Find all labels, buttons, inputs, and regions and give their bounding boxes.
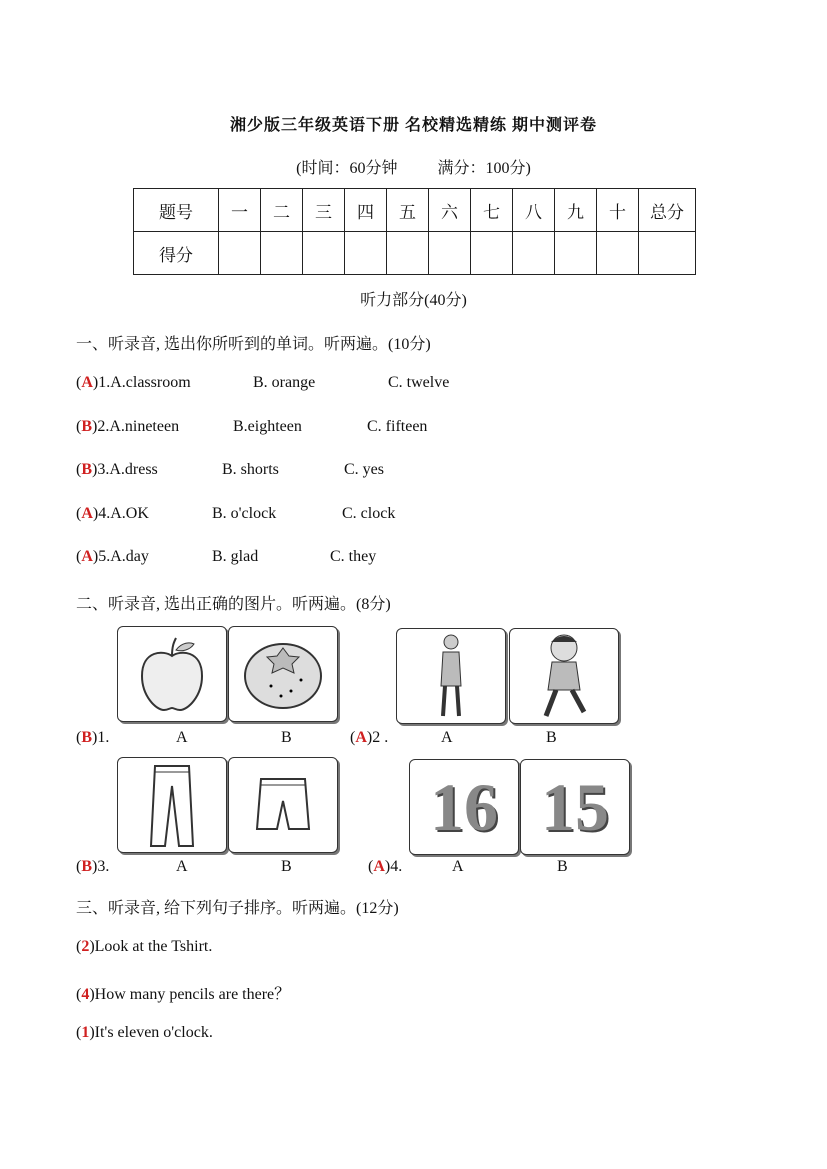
question-number: 4. bbox=[98, 505, 111, 522]
answer-bracket: (A) bbox=[350, 729, 373, 746]
option-b: B.eighteen bbox=[233, 418, 302, 435]
option-b: B. o'clock bbox=[212, 505, 277, 522]
answer-bracket: (B) bbox=[76, 858, 98, 875]
question-number: 2 . bbox=[372, 729, 389, 746]
shorts-icon bbox=[255, 775, 311, 835]
score-cell bbox=[555, 232, 597, 275]
option-c: C. fifteen bbox=[367, 418, 428, 435]
sentence-item bbox=[76, 1024, 213, 1042]
option-a: A.classroom bbox=[110, 374, 191, 391]
list-item bbox=[76, 461, 158, 479]
answer-number: 4 bbox=[81, 986, 90, 1003]
trousers-icon bbox=[147, 762, 197, 848]
answer-bracket: (B) bbox=[76, 461, 98, 478]
option-b: B. glad bbox=[212, 548, 259, 565]
answer-letter: B bbox=[81, 858, 92, 875]
answer-letter: B bbox=[81, 418, 92, 435]
header-cell: 题号 bbox=[134, 189, 219, 232]
trousers-picture bbox=[117, 757, 227, 853]
option-a: A.day bbox=[110, 548, 149, 565]
score-cell bbox=[429, 232, 471, 275]
picture-question-label bbox=[76, 858, 109, 876]
number-16: 16 bbox=[430, 768, 498, 845]
score-cell bbox=[597, 232, 639, 275]
answer-number: 1 bbox=[81, 1024, 90, 1041]
answer-bracket: (2) bbox=[76, 938, 95, 955]
answer-letter: A bbox=[81, 548, 93, 565]
man-picture bbox=[509, 628, 619, 724]
header-cell: 三 bbox=[303, 189, 345, 232]
header-cell: 五 bbox=[387, 189, 429, 232]
score-row bbox=[134, 232, 696, 275]
score-cell bbox=[639, 232, 696, 275]
exam-title: 湘少版三年级英语下册 名校精选精练 期中测评卷 bbox=[229, 117, 597, 134]
option-c: C. they bbox=[330, 548, 377, 565]
sentence-text: How many pencils are there？ bbox=[94, 986, 291, 1003]
picture-label-a: A bbox=[176, 729, 188, 746]
section3-heading: 三、听录音, 给下列句子排序。听两遍。(12分) bbox=[76, 900, 399, 917]
fifteen-picture bbox=[520, 759, 630, 855]
orange-picture bbox=[228, 626, 338, 722]
score-table bbox=[133, 188, 696, 275]
score-table-header bbox=[134, 189, 696, 232]
header-cell: 一 bbox=[219, 189, 261, 232]
answer-bracket: (A) bbox=[368, 858, 391, 875]
answer-bracket: (1) bbox=[76, 1024, 95, 1041]
picture-label-a: A bbox=[176, 858, 188, 875]
orange-icon bbox=[241, 636, 325, 712]
answer-letter: A bbox=[81, 374, 93, 391]
number-15: 15 bbox=[541, 768, 609, 845]
answer-letter: A bbox=[355, 729, 367, 746]
list-item bbox=[76, 374, 191, 392]
question-number: 4. bbox=[390, 858, 403, 875]
exam-subtitle bbox=[0, 155, 827, 178]
woman-icon bbox=[431, 632, 471, 720]
question-number: 1. bbox=[98, 374, 111, 391]
option-c: C. yes bbox=[344, 461, 384, 478]
sentence-item bbox=[76, 981, 290, 1004]
picture-question-label bbox=[350, 729, 388, 747]
score-cell bbox=[387, 232, 429, 275]
apple-picture bbox=[117, 626, 227, 722]
answer-letter: A bbox=[81, 505, 93, 522]
sentence-text: It's eleven o'clock. bbox=[94, 1024, 213, 1041]
score-cell bbox=[303, 232, 345, 275]
shorts-picture bbox=[228, 757, 338, 853]
header-cell: 总分 bbox=[639, 189, 696, 232]
answer-letter: B bbox=[81, 729, 92, 746]
option-c: C. twelve bbox=[388, 374, 450, 391]
answer-number: 2 bbox=[81, 938, 90, 955]
question-number: 2. bbox=[97, 418, 110, 435]
answer-bracket: (B) bbox=[76, 418, 98, 435]
question-number: 3. bbox=[97, 461, 110, 478]
man-icon bbox=[534, 632, 594, 720]
section2-heading: 二、听录音, 选出正确的图片。听两遍。(8分) bbox=[76, 596, 391, 613]
option-c: C. clock bbox=[342, 505, 396, 522]
question-number: 3. bbox=[97, 858, 110, 875]
picture-label-b: B bbox=[281, 729, 292, 746]
score-cell bbox=[219, 232, 261, 275]
picture-label-b: B bbox=[557, 858, 568, 875]
score-cell bbox=[345, 232, 387, 275]
score-row-label: 得分 bbox=[134, 232, 219, 275]
question-number: 1. bbox=[97, 729, 110, 746]
sixteen-picture bbox=[409, 759, 519, 855]
answer-bracket: (4) bbox=[76, 986, 95, 1003]
header-cell: 九 bbox=[555, 189, 597, 232]
score-cell bbox=[513, 232, 555, 275]
answer-bracket: (A) bbox=[76, 374, 99, 391]
answer-letter: A bbox=[373, 858, 385, 875]
option-b: B. orange bbox=[253, 374, 316, 391]
picture-question-label bbox=[76, 729, 109, 747]
sentence-item bbox=[76, 938, 212, 956]
listening-title: 听力部分(40分) bbox=[360, 292, 467, 309]
header-cell: 六 bbox=[429, 189, 471, 232]
option-b: B. shorts bbox=[222, 461, 279, 478]
section1-heading: 一、听录音, 选出你所听到的单词。听两遍。(10分) bbox=[76, 336, 431, 353]
header-cell: 七 bbox=[471, 189, 513, 232]
option-a: A.dress bbox=[109, 461, 158, 478]
score-cell bbox=[471, 232, 513, 275]
apple-icon bbox=[132, 634, 212, 714]
list-item bbox=[76, 418, 179, 436]
header-cell: 十 bbox=[597, 189, 639, 232]
option-a: A.nineteen bbox=[109, 418, 180, 435]
answer-letter: B bbox=[81, 461, 92, 478]
woman-picture bbox=[396, 628, 506, 724]
header-cell: 二 bbox=[261, 189, 303, 232]
answer-bracket: (A) bbox=[76, 505, 99, 522]
sentence-text: Look at the Tshirt. bbox=[94, 938, 213, 955]
option-a: A.OK bbox=[110, 505, 149, 522]
full-score: 满分：100分) bbox=[437, 160, 531, 177]
time-limit: (时间：60分钟 bbox=[296, 160, 398, 177]
picture-question-label bbox=[368, 858, 402, 876]
picture-label-b: B bbox=[281, 858, 292, 875]
question-number: 5. bbox=[98, 548, 111, 565]
score-cell bbox=[261, 232, 303, 275]
header-cell: 八 bbox=[513, 189, 555, 232]
list-item bbox=[76, 505, 149, 523]
answer-bracket: (A) bbox=[76, 548, 99, 565]
picture-label-a: A bbox=[441, 729, 453, 746]
list-item bbox=[76, 548, 149, 566]
picture-label-a: A bbox=[452, 858, 464, 875]
answer-bracket: (B) bbox=[76, 729, 98, 746]
picture-label-b: B bbox=[546, 729, 557, 746]
header-cell: 四 bbox=[345, 189, 387, 232]
